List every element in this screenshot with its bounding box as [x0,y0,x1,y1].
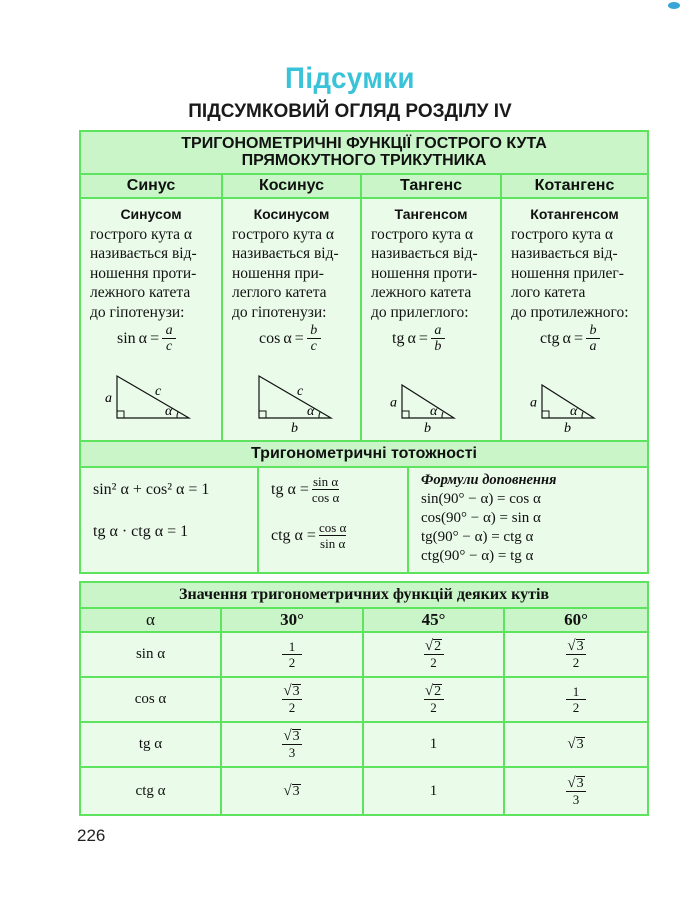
value-cell [221,632,363,677]
label-leg: a [530,395,537,411]
table-row [80,722,648,767]
value-numerator: 1 [572,684,580,699]
formula-alpha: α [283,329,292,347]
identity-tg-ctg: tg α · ctg α = 1 [93,523,189,540]
formula-fraction [162,323,176,354]
page-title: Підсумки [285,62,415,95]
formula-fraction [431,323,445,354]
label-leg: a [390,395,397,411]
row-function: tg α [80,722,221,767]
definition-term: Синусом [120,206,182,222]
value-fraction [424,639,444,670]
sqrt-radicand: 3 [292,783,300,799]
sqrt-expression: √ 2 [424,683,442,699]
value-numerator: 1 [288,639,296,654]
value-cell [504,722,648,767]
sqrt-expression: √ 3 [283,728,300,744]
definition-term: Тангенсом [394,206,468,222]
definition-line: леглого катета [232,284,327,301]
formula-func: sin [117,329,136,347]
values-table-title: Значення тригонометричних функцій деяких кутів [80,582,648,608]
formula-denominator: c [165,339,173,354]
definition-ctg [502,199,647,440]
formula-alpha: α [562,329,571,347]
value-cell [363,767,504,815]
table-row [80,767,648,815]
sqrt-expression: √ 3 [283,683,300,699]
formula-fraction [307,323,321,354]
right-angle-mark [542,411,549,418]
identity-pythagorean: sin² α + cos² α = 1 [93,481,210,498]
trig-functions-table [79,130,649,574]
angle-arc [319,412,320,418]
column-header-sin: Синус [80,174,222,198]
complement-formula-2: cos(90° − α) = sin α [421,510,541,526]
definition-line: ношення проти- [90,264,197,282]
formula-func: cos [259,329,281,347]
identities-body [81,468,647,572]
value-cell [363,677,504,722]
value-fraction [282,684,302,715]
definition-line: ношення прилег- [511,264,624,282]
definition-term: Косинусом [253,206,330,222]
identity-tg-ratio [271,474,339,505]
label-hypotenuse: c [297,384,304,399]
sqrt-expression: √ 3 [567,638,584,654]
trig-section-title [80,131,648,174]
formula-numerator: a [165,323,173,338]
identity-ctg-num: cos α [318,520,347,535]
label-angle: α [165,404,173,419]
formula-func: tg [392,329,405,347]
page-subtitle: ПІДСУМКОВИЙ ОГЛЯД РОЗДІЛУ IV [188,101,512,122]
definition-line: до гіпотенузи: [232,303,327,321]
value-fraction [282,729,302,760]
table-row [80,632,648,677]
value-plain: 1 [429,736,438,752]
angle-arc [442,412,443,418]
value-cell [504,632,648,677]
publisher-logo-icon [668,2,680,9]
right-triangle-diagram [524,375,634,439]
values-header-0: α [80,608,221,632]
sqrt-radicand: 3 [292,729,300,744]
label-hypotenuse: c [155,384,162,399]
value-denominator: 2 [430,655,437,670]
value-cell [221,767,363,815]
value-denominator: 2 [572,700,580,715]
label-angle: α [307,404,315,419]
formula-denominator: b [434,339,442,354]
angle-arc [177,412,178,418]
definition-line: гострого кута α [371,225,473,243]
column-header-cos: Косинус [222,174,361,198]
label-base: b [424,421,431,436]
sqrt-radicand: 2 [434,639,442,654]
triangle-shape [542,385,594,418]
label-leg: a [105,391,112,406]
sqrt-radicand: 2 [434,684,442,699]
definition-line: лежного катета [90,284,191,301]
value-denominator: 2 [288,655,296,670]
formula-denominator: a [589,339,597,354]
page-number: 226 [77,826,106,845]
value-fraction [566,684,586,715]
row-function: sin α [80,632,221,677]
right-triangle-diagram [241,371,351,435]
identity-tg-fraction [312,474,339,505]
angle-arc [582,412,583,418]
values-header-2: 45° [363,608,504,632]
identities-header: Тригонометричні тотожності [80,441,648,467]
label-angle: α [570,404,578,419]
definition-line: до прилеглого: [371,303,469,321]
row-function: cos α [80,677,221,722]
identity-tg-lhs: tg α = [271,480,309,498]
definition-sin [81,199,221,440]
value-fraction [424,684,444,715]
value-cell [504,677,648,722]
formula-cos [259,323,321,354]
value-cell [221,677,363,722]
definition-line: гострого кута α [232,225,334,243]
value-denominator: 3 [288,745,296,760]
table-row [80,677,648,722]
formula-equals: = [573,329,583,347]
definition-line: гострого кута α [90,225,192,243]
identity-ctg-lhs: ctg α = [271,526,316,544]
trig-title-line1: ТРИГОНОМЕТРИЧНІ ФУНКЦІЇ ГОСТРОГО КУТА [181,135,547,152]
formula-equals: = [150,329,160,347]
sqrt-expression: √ 3 [283,782,300,799]
sqrt-radicand: 3 [292,684,300,699]
complement-formula-1: sin(90° − α) = cos α [421,491,541,507]
value-cell [221,722,363,767]
formula-equals: = [418,329,428,347]
right-triangle-diagram [99,371,209,435]
formula-numerator: b [589,323,597,338]
sqrt-radicand: 3 [576,775,584,791]
value-cell [363,632,504,677]
formula-sin [117,323,176,354]
definition-line: називається від- [371,245,478,262]
definition-term: Котангенсом [530,206,619,222]
definition-line: гострого кута α [511,225,613,243]
definition-line: називається від- [232,245,339,262]
triangle-shape [117,376,189,418]
value-denominator: 2 [288,700,296,715]
definition-line: ношення проти- [371,264,478,282]
values-header-1: 30° [221,608,363,632]
definition-line: називається від- [511,245,618,262]
formula-equals: = [294,329,304,347]
sqrt-radicand: 3 [576,737,584,752]
value-cell [504,767,648,815]
definition-cos [223,199,360,440]
row-function: ctg α [80,767,221,815]
values-header-3: 60° [504,608,648,632]
formula-func: ctg [540,329,560,347]
identity-tg-num: sin α [312,474,339,489]
sqrt-expression: √ 3 [567,774,584,791]
column-header-ctg: Котангенс [501,174,648,198]
formula-tg [392,323,445,354]
label-angle: α [430,404,438,419]
trig-title-line2: ПРЯМОКУТНОГО ТРИКУТНИКА [241,152,487,169]
label-base: b [564,421,571,436]
definition-line: ношення при- [232,264,324,282]
value-plain: 1 [429,782,438,799]
formula-alpha: α [138,329,148,347]
identity-ctg-ratio [271,520,346,551]
value-denominator: 3 [572,791,580,807]
definition-line: до гіпотенузи: [90,303,185,321]
right-angle-mark [402,411,409,418]
column-header-tg: Тангенс [361,174,501,198]
value-denominator: 2 [572,655,580,670]
formula-numerator: b [310,323,318,338]
label-base: b [291,421,298,435]
definition-line: до протилежного: [511,303,629,321]
complement-formula-3: tg(90° − α) = ctg α [421,529,534,545]
value-denominator: 2 [430,700,437,715]
sqrt-expression: √ 3 [567,736,584,752]
definition-line: називається від- [90,245,197,262]
formula-denominator: c [310,339,317,354]
definition-tg [362,199,500,440]
value-fraction [566,639,586,670]
value-fraction [282,639,302,670]
value-cell [363,722,504,767]
formula-fraction [586,323,600,354]
formula-alpha: α [407,329,416,347]
triangle-shape [259,376,331,418]
right-angle-mark [117,411,124,418]
complement-formula-4: ctg(90° − α) = tg α [421,548,534,564]
formula-numerator: a [434,323,442,338]
sqrt-expression: √ 2 [424,638,442,654]
identity-ctg-den: sin α [320,536,346,551]
identity-ctg-fraction [319,520,346,551]
identity-tg-den: cos α [311,490,340,505]
right-angle-mark [259,411,266,418]
definition-line: лого катета [511,284,586,301]
complement-formulas-title: Формули доповнення [421,472,557,488]
triangle-shape [402,385,454,418]
sqrt-radicand: 3 [576,639,584,654]
definition-line: лежного катета [371,284,472,301]
value-fraction [566,776,586,807]
formula-ctg [540,323,600,354]
right-triangle-diagram [384,375,494,439]
values-table [79,581,649,816]
